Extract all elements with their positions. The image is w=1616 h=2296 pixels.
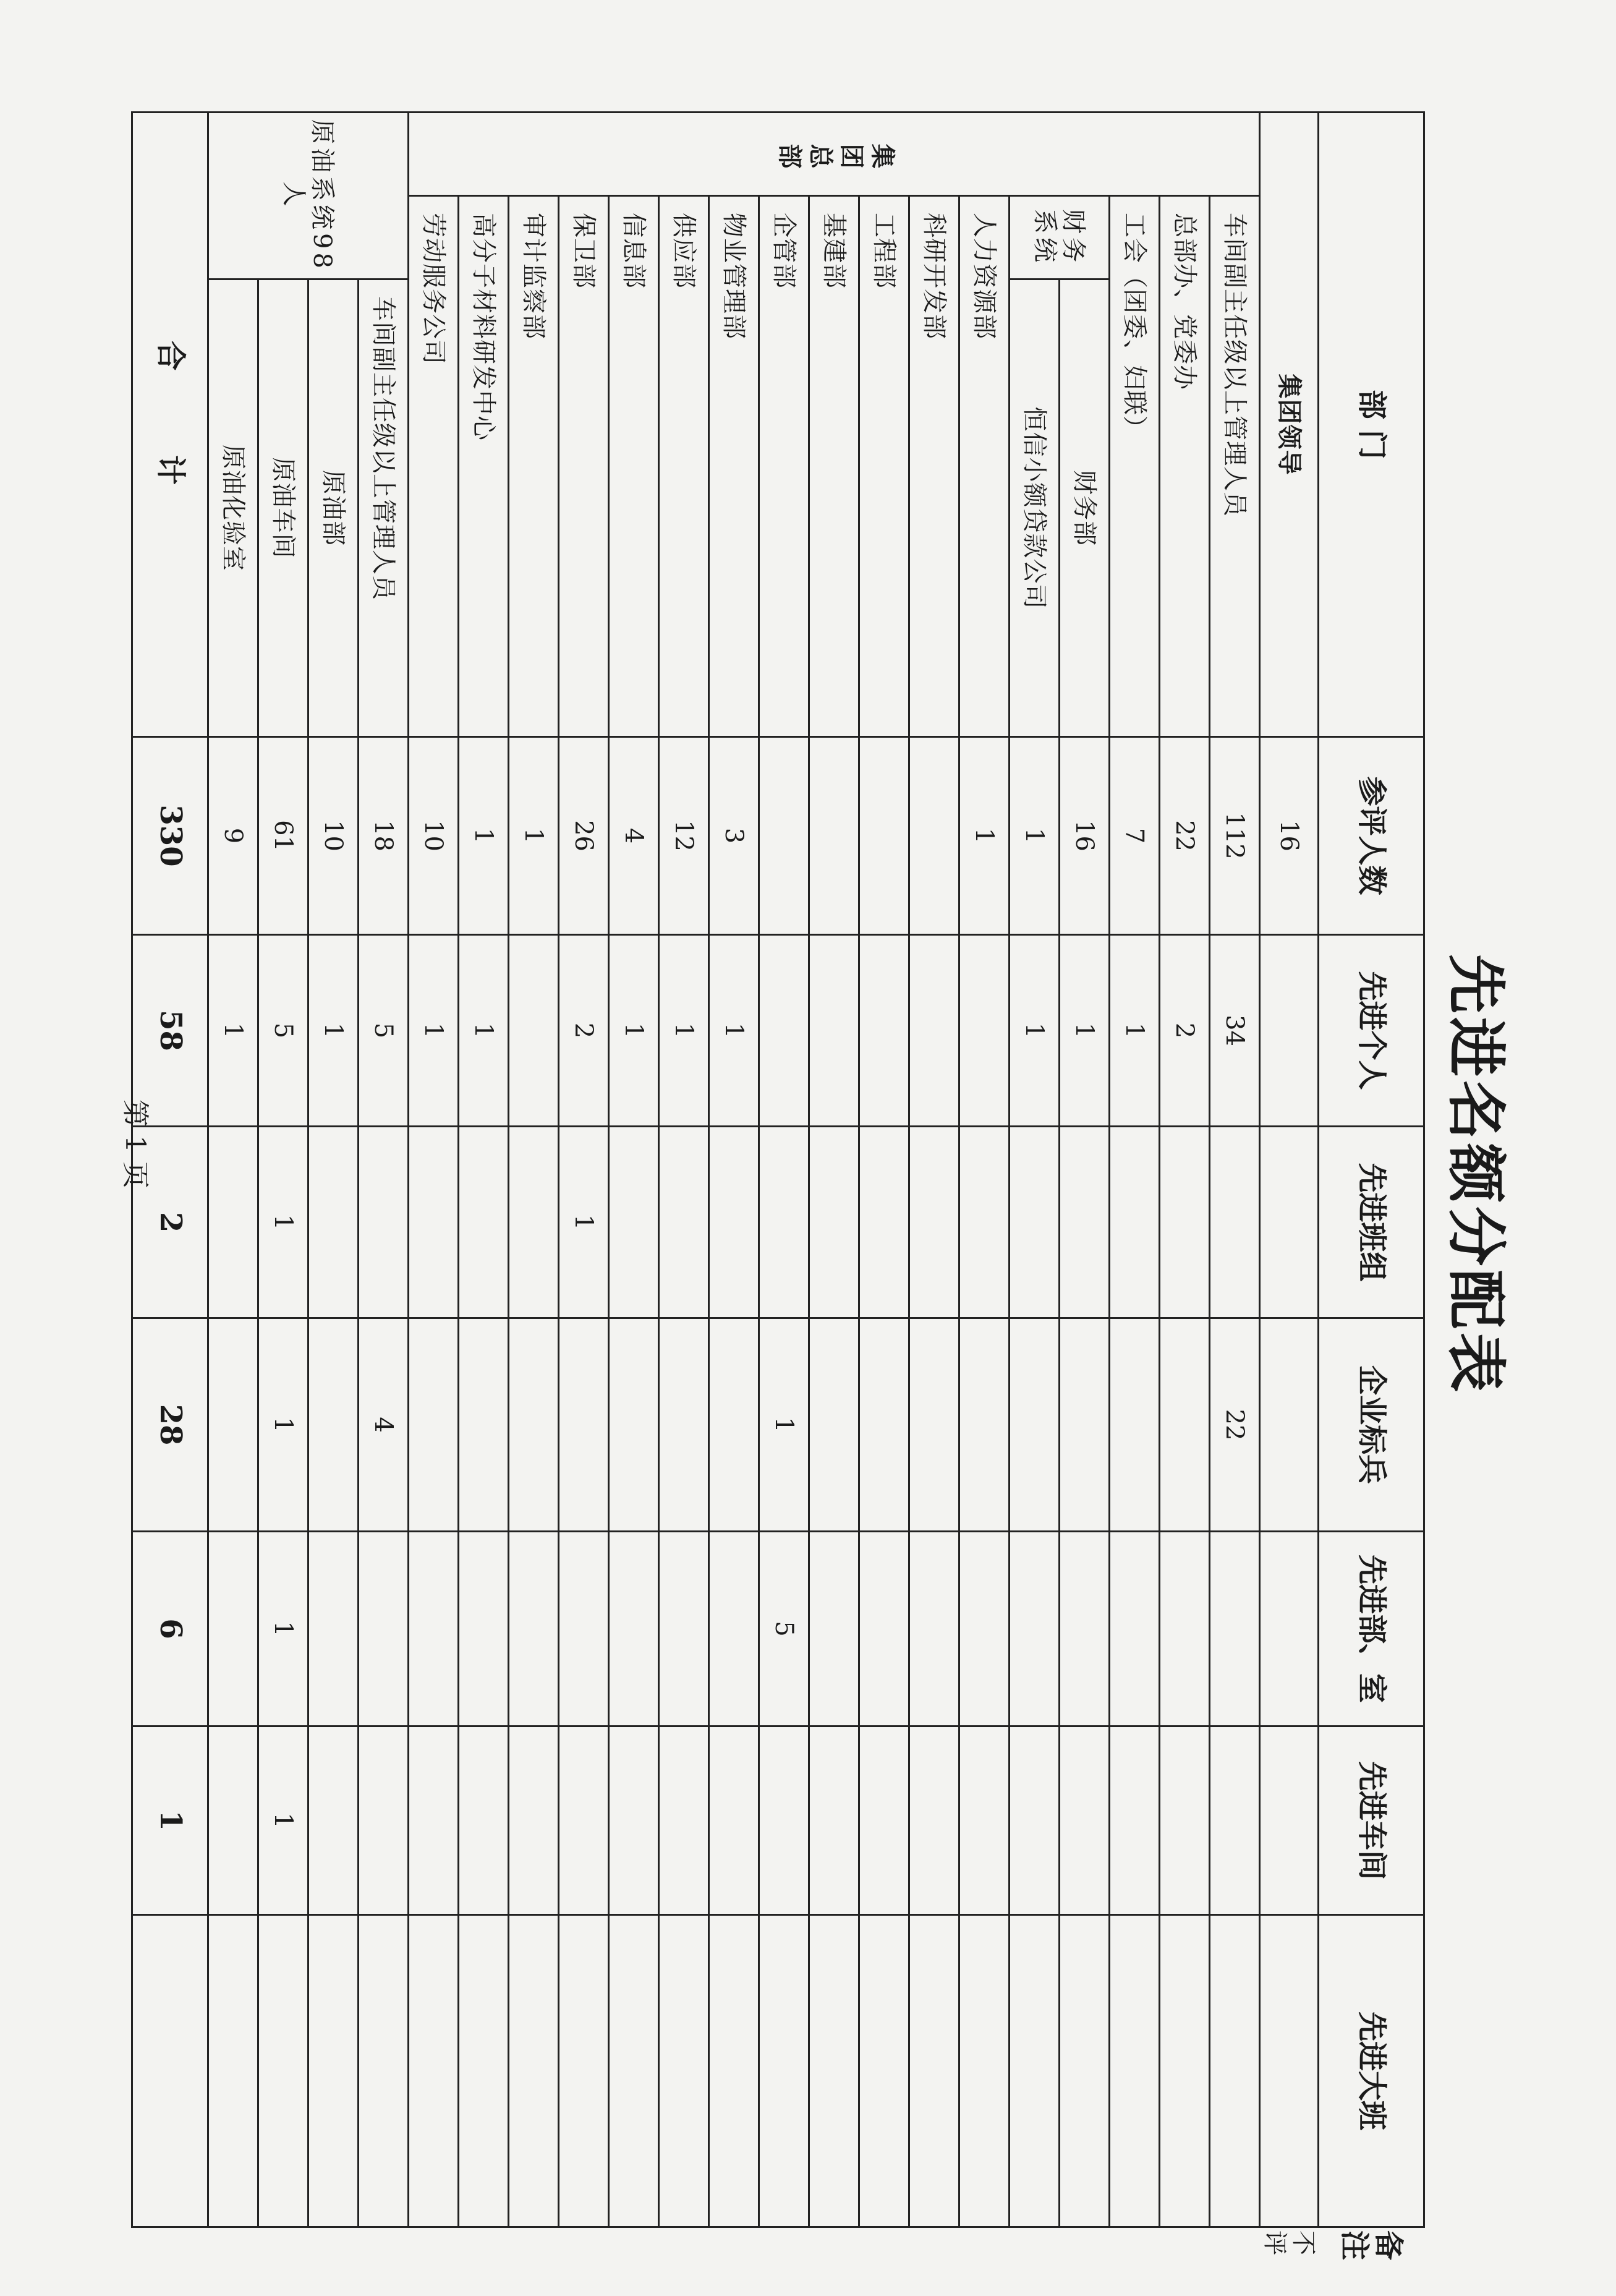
adv-individual-cell bbox=[759, 935, 809, 1127]
adv-team-cell bbox=[959, 1127, 1010, 1318]
total-model-worker: 28 bbox=[132, 1318, 208, 1532]
adv-individual-cell: 1 bbox=[609, 935, 659, 1127]
adv-workshop-cell bbox=[959, 1726, 1010, 1915]
adv-team-cell bbox=[1010, 1127, 1060, 1318]
total-adv-workshop: 1 bbox=[132, 1726, 208, 1915]
adv-individual-cell: 5 bbox=[258, 935, 308, 1127]
participants-cell: 1 bbox=[959, 737, 1010, 935]
adv-team-cell bbox=[659, 1127, 709, 1318]
participants-cell bbox=[809, 737, 859, 935]
model-worker-cell bbox=[609, 1318, 659, 1532]
adv-individual-cell bbox=[809, 935, 859, 1127]
adv-department-cell bbox=[308, 1532, 359, 1726]
participants-cell: 1 bbox=[1010, 737, 1060, 935]
participants-cell: 26 bbox=[559, 737, 609, 935]
model-worker-cell bbox=[659, 1318, 709, 1532]
dept-cell: 车间副主任级以上管理人员 bbox=[359, 280, 409, 737]
dept-cell: 原油部 bbox=[308, 280, 359, 737]
adv-department-cell bbox=[1160, 1532, 1210, 1726]
dept-cell: 科研开发部 bbox=[909, 196, 959, 737]
adv-department-cell bbox=[659, 1532, 709, 1726]
adv-workshop-cell bbox=[359, 1726, 409, 1915]
participants-cell: 22 bbox=[1160, 737, 1210, 935]
header-adv-individual: 先进个人 bbox=[1319, 935, 1424, 1127]
adv-individual-cell: 1 bbox=[1110, 935, 1160, 1127]
adv-team-cell bbox=[859, 1127, 909, 1318]
model-worker-cell: 22 bbox=[1210, 1318, 1260, 1532]
model-worker-cell bbox=[1260, 1318, 1319, 1532]
participants-cell: 112 bbox=[1210, 737, 1260, 935]
allocation-table bbox=[131, 111, 1425, 2261]
adv-workshop-cell bbox=[859, 1726, 909, 1915]
total-adv-team: 2 bbox=[132, 1127, 208, 1318]
dept-cell: 信息部 bbox=[609, 196, 659, 737]
dept-cell: 保卫部 bbox=[559, 196, 609, 737]
model-worker-cell bbox=[1110, 1318, 1160, 1532]
table-row bbox=[1210, 113, 1260, 2227]
adv-team-cell bbox=[208, 1127, 258, 1318]
dept-cell: 总部办、党委办 bbox=[1160, 196, 1210, 737]
adv-individual-cell: 1 bbox=[1010, 935, 1060, 1127]
dept-cell: 集团领导 bbox=[1260, 113, 1319, 737]
adv-department-cell bbox=[509, 1532, 559, 1726]
adv-shift-cell bbox=[809, 1915, 859, 2227]
adv-shift-cell bbox=[1010, 1915, 1060, 2227]
adv-team-cell bbox=[1110, 1127, 1160, 1318]
adv-individual-cell: 2 bbox=[1160, 935, 1210, 1127]
adv-shift-cell bbox=[308, 1915, 359, 2227]
adv-department-cell bbox=[1010, 1532, 1060, 1726]
adv-department-cell bbox=[809, 1532, 859, 1726]
adv-individual-cell bbox=[909, 935, 959, 1127]
header-participants: 参评人数 bbox=[1319, 737, 1424, 935]
table-row bbox=[509, 113, 559, 2227]
model-worker-cell bbox=[409, 1318, 459, 1532]
adv-team-cell bbox=[359, 1127, 409, 1318]
adv-department-cell bbox=[208, 1532, 258, 1726]
model-worker-cell bbox=[709, 1318, 759, 1532]
model-worker-cell bbox=[1010, 1318, 1060, 1532]
adv-team-cell bbox=[308, 1127, 359, 1318]
table-row bbox=[409, 113, 459, 2227]
dept-cell: 车间副主任级以上管理人员 bbox=[1210, 196, 1260, 737]
adv-team-cell bbox=[1210, 1127, 1260, 1318]
adv-individual-cell bbox=[959, 935, 1010, 1127]
adv-workshop-cell bbox=[1110, 1726, 1160, 1915]
adv-workshop-cell bbox=[308, 1726, 359, 1915]
participants-cell: 61 bbox=[258, 737, 308, 935]
table-row bbox=[1010, 113, 1060, 2227]
adv-individual-cell: 1 bbox=[459, 935, 509, 1127]
table-row bbox=[859, 113, 909, 2227]
adv-department-cell bbox=[709, 1532, 759, 1726]
adv-shift-cell bbox=[1260, 1915, 1319, 2227]
group-cell-hq: 集团总部 bbox=[409, 113, 1260, 196]
adv-department-cell: 1 bbox=[258, 1532, 308, 1726]
participants-cell: 10 bbox=[409, 737, 459, 935]
adv-team-cell bbox=[409, 1127, 459, 1318]
participants-cell bbox=[909, 737, 959, 935]
dept-cell: 劳动服务公司 bbox=[409, 196, 459, 737]
adv-workshop-cell: 1 bbox=[258, 1726, 308, 1915]
adv-department-cell bbox=[1260, 1532, 1319, 1726]
total-adv-shift bbox=[132, 1915, 208, 2227]
adv-individual-cell bbox=[1260, 935, 1319, 1127]
total-label: 合 计 bbox=[132, 113, 208, 737]
adv-individual-cell: 2 bbox=[559, 935, 609, 1127]
adv-shift-cell bbox=[609, 1915, 659, 2227]
table-row bbox=[359, 113, 409, 2227]
adv-department-cell bbox=[1060, 1532, 1110, 1726]
header-adv-shift: 先进大班 bbox=[1319, 1915, 1424, 2227]
dept-cell: 工会（团委、妇联） bbox=[1110, 196, 1160, 737]
page-number: 第 1 页 bbox=[119, 1099, 151, 1189]
model-worker-cell bbox=[509, 1318, 559, 1532]
adv-individual-cell: 34 bbox=[1210, 935, 1260, 1127]
adv-department-cell bbox=[959, 1532, 1010, 1726]
group-cell-finance: 财务系统 bbox=[1010, 196, 1110, 280]
adv-workshop-cell bbox=[909, 1726, 959, 1915]
table-row bbox=[709, 113, 759, 2227]
adv-shift-cell bbox=[1060, 1915, 1110, 2227]
model-worker-cell bbox=[959, 1318, 1010, 1532]
adv-department-cell bbox=[459, 1532, 509, 1726]
total-participants: 330 bbox=[132, 737, 208, 935]
adv-shift-cell bbox=[509, 1915, 559, 2227]
table-row bbox=[208, 113, 258, 2227]
adv-department-cell bbox=[1210, 1532, 1260, 1726]
dept-cell: 审计监察部 bbox=[509, 196, 559, 737]
dept-cell: 原油车间 bbox=[258, 280, 308, 737]
model-worker-cell bbox=[559, 1318, 609, 1532]
adv-shift-cell bbox=[258, 1915, 308, 2227]
adv-shift-cell bbox=[859, 1915, 909, 2227]
adv-workshop-cell bbox=[409, 1726, 459, 1915]
model-worker-cell bbox=[208, 1318, 258, 1532]
participants-cell bbox=[859, 737, 909, 935]
model-worker-cell bbox=[859, 1318, 909, 1532]
adv-individual-cell: 1 bbox=[208, 935, 258, 1127]
table-row bbox=[559, 113, 609, 2227]
dept-cell: 原油化验室 bbox=[208, 280, 258, 737]
adv-department-cell bbox=[409, 1532, 459, 1726]
adv-workshop-cell bbox=[1160, 1726, 1210, 1915]
table-row bbox=[659, 113, 709, 2227]
adv-workshop-cell bbox=[759, 1726, 809, 1915]
participants-cell: 9 bbox=[208, 737, 258, 935]
adv-workshop-cell bbox=[1210, 1726, 1260, 1915]
table-row bbox=[1060, 113, 1110, 2227]
adv-shift-cell bbox=[659, 1915, 709, 2227]
adv-workshop-cell bbox=[709, 1726, 759, 1915]
adv-individual-cell: 1 bbox=[308, 935, 359, 1127]
table-row bbox=[1160, 113, 1210, 2227]
adv-team-cell bbox=[909, 1127, 959, 1318]
adv-shift-cell bbox=[709, 1915, 759, 2227]
adv-individual-cell: 1 bbox=[709, 935, 759, 1127]
adv-team-cell bbox=[1060, 1127, 1110, 1318]
model-worker-cell bbox=[1160, 1318, 1210, 1532]
adv-individual-cell: 1 bbox=[1060, 935, 1110, 1127]
participants-cell: 1 bbox=[509, 737, 559, 935]
table-row bbox=[1110, 113, 1160, 2227]
table-row bbox=[759, 113, 809, 2227]
adv-individual-cell bbox=[509, 935, 559, 1127]
adv-department-cell bbox=[1110, 1532, 1160, 1726]
header-adv-team: 先进班组 bbox=[1319, 1127, 1424, 1318]
adv-department-cell bbox=[609, 1532, 659, 1726]
adv-individual-cell: 1 bbox=[409, 935, 459, 1127]
adv-workshop-cell bbox=[559, 1726, 609, 1915]
adv-team-cell bbox=[709, 1127, 759, 1318]
dept-cell: 恒信小额贷款公司 bbox=[1010, 280, 1060, 737]
adv-shift-cell bbox=[1210, 1915, 1260, 2227]
adv-workshop-cell bbox=[1060, 1726, 1110, 1915]
model-worker-cell: 4 bbox=[359, 1318, 409, 1532]
adv-workshop-cell bbox=[609, 1726, 659, 1915]
participants-cell: 3 bbox=[709, 737, 759, 935]
table-row bbox=[459, 113, 509, 2227]
group-cell-crude: 原油系统98人 bbox=[208, 113, 409, 280]
adv-workshop-cell bbox=[208, 1726, 258, 1915]
adv-department-cell bbox=[859, 1532, 909, 1726]
total-adv-department: 6 bbox=[132, 1532, 208, 1726]
table-row bbox=[609, 113, 659, 2227]
dept-cell: 物业管理部 bbox=[709, 196, 759, 737]
adv-individual-cell: 1 bbox=[659, 935, 709, 1127]
model-worker-cell bbox=[459, 1318, 509, 1532]
page-title: 先进名额分配表 bbox=[1441, 954, 1512, 1396]
table-row: 集团领导 16 不评 bbox=[1260, 113, 1319, 2227]
table-row bbox=[809, 113, 859, 2227]
adv-workshop-cell bbox=[459, 1726, 509, 1915]
dept-cell: 企管部 bbox=[759, 196, 809, 737]
table-row bbox=[959, 113, 1010, 2227]
header-adv-workshop: 先进车间 bbox=[1319, 1726, 1424, 1915]
model-worker-cell bbox=[909, 1318, 959, 1532]
adv-shift-cell bbox=[1160, 1915, 1210, 2227]
adv-team-cell bbox=[759, 1127, 809, 1318]
dept-cell: 工程部 bbox=[859, 196, 909, 737]
adv-team-cell bbox=[609, 1127, 659, 1318]
adv-workshop-cell bbox=[1260, 1726, 1319, 1915]
adv-individual-cell: 5 bbox=[359, 935, 409, 1127]
participants-cell: 18 bbox=[359, 737, 409, 935]
dept-cell: 基建部 bbox=[809, 196, 859, 737]
table-row bbox=[308, 113, 359, 2227]
adv-shift-cell bbox=[1110, 1915, 1160, 2227]
header-adv-department: 先进部、室 bbox=[1319, 1532, 1424, 1726]
adv-team-cell: 1 bbox=[258, 1127, 308, 1318]
participants-cell: 16 bbox=[1060, 737, 1110, 935]
adv-department-cell bbox=[559, 1532, 609, 1726]
participants-cell: 7 bbox=[1110, 737, 1160, 935]
participants-cell bbox=[759, 737, 809, 935]
rotated-page bbox=[96, 93, 1518, 2261]
adv-shift-cell bbox=[459, 1915, 509, 2227]
adv-workshop-cell bbox=[809, 1726, 859, 1915]
table-row bbox=[909, 113, 959, 2227]
adv-shift-cell bbox=[208, 1915, 258, 2227]
participants-cell: 1 bbox=[459, 737, 509, 935]
model-worker-cell bbox=[308, 1318, 359, 1532]
adv-shift-cell bbox=[959, 1915, 1010, 2227]
adv-department-cell bbox=[359, 1532, 409, 1726]
adv-department-cell bbox=[909, 1532, 959, 1726]
participants-cell: 16 bbox=[1260, 737, 1319, 935]
header-row: 部 门 参评人数 先进个人 先进班组 企业标兵 先进部、室 先进车间 先进大班 备注 bbox=[1319, 113, 1424, 2227]
model-worker-cell bbox=[1060, 1318, 1110, 1532]
model-worker-cell bbox=[809, 1318, 859, 1532]
dept-cell: 高分子材料研发中心 bbox=[459, 196, 509, 737]
model-worker-cell: 1 bbox=[258, 1318, 308, 1532]
adv-team-cell bbox=[509, 1127, 559, 1318]
adv-team-cell bbox=[1260, 1127, 1319, 1318]
adv-workshop-cell bbox=[509, 1726, 559, 1915]
table-row bbox=[258, 113, 308, 2227]
adv-team-cell bbox=[459, 1127, 509, 1318]
adv-team-cell bbox=[1160, 1127, 1210, 1318]
header-model-worker: 企业标兵 bbox=[1319, 1318, 1424, 1532]
participants-cell: 4 bbox=[609, 737, 659, 935]
participants-cell: 10 bbox=[308, 737, 359, 935]
adv-shift-cell bbox=[559, 1915, 609, 2227]
model-worker-cell: 1 bbox=[759, 1318, 809, 1532]
dept-cell: 财务部 bbox=[1060, 280, 1110, 737]
adv-shift-cell bbox=[409, 1915, 459, 2227]
adv-shift-cell bbox=[359, 1915, 409, 2227]
header-dept: 部 门 bbox=[1319, 113, 1424, 737]
adv-shift-cell bbox=[909, 1915, 959, 2227]
total-adv-individual: 58 bbox=[132, 935, 208, 1127]
participants-cell: 12 bbox=[659, 737, 709, 935]
dept-cell: 人力资源部 bbox=[959, 196, 1010, 737]
adv-department-cell: 5 bbox=[759, 1532, 809, 1726]
adv-workshop-cell bbox=[1010, 1726, 1060, 1915]
adv-shift-cell bbox=[759, 1915, 809, 2227]
adv-team-cell: 1 bbox=[559, 1127, 609, 1318]
adv-team-cell bbox=[809, 1127, 859, 1318]
adv-individual-cell bbox=[859, 935, 909, 1127]
adv-workshop-cell bbox=[659, 1726, 709, 1915]
dept-cell: 供应部 bbox=[659, 196, 709, 737]
